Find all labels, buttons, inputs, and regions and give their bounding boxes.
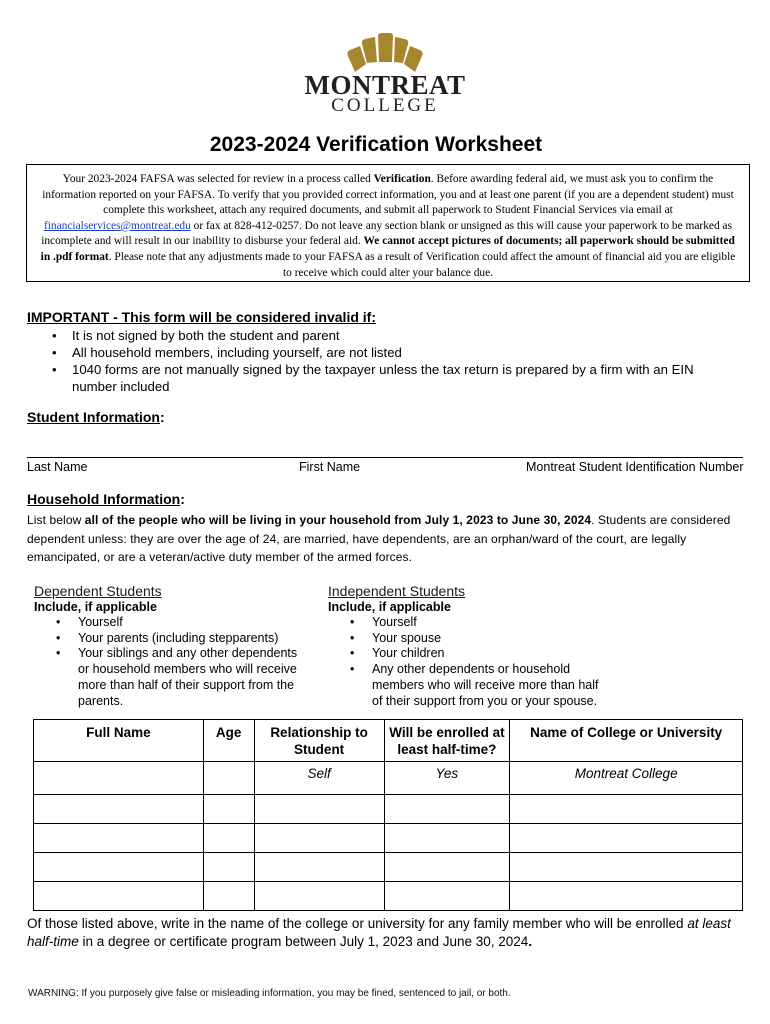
independent-list [328, 615, 606, 709]
list-item: • Your children [350, 646, 606, 662]
intro-bold-verification: Verification [373, 173, 431, 185]
cell-half-time[interactable]: Yes [384, 762, 510, 795]
student-name-line[interactable] [27, 457, 743, 458]
important-list [52, 327, 732, 395]
table-cell[interactable] [203, 824, 254, 853]
student-id-label: Montreat Student Identification Number [526, 460, 744, 474]
dependent-include-label: Include, if applicable [34, 600, 157, 614]
table-cell[interactable] [34, 824, 204, 853]
table-row [34, 824, 743, 853]
cell-college[interactable]: Montreat College [510, 762, 743, 795]
table-cell[interactable] [384, 795, 510, 824]
independent-include-label: Include, if applicable [328, 600, 451, 614]
list-item: • Your spouse [350, 631, 606, 647]
table-cell[interactable] [254, 795, 384, 824]
list-item: • Your parents (including stepparents) [56, 631, 304, 647]
table-row [34, 853, 743, 882]
household-heading [27, 491, 185, 507]
household-title: Household Information [27, 491, 181, 507]
table-cell[interactable] [254, 882, 384, 911]
college-note-a: Of those listed above, write in the name of the college or university for any family member who will be enrolled [27, 916, 688, 931]
important-heading: IMPORTANT - This form will be considered invalid if: [27, 309, 376, 325]
household-desc-a: List below [27, 513, 85, 527]
table-cell[interactable] [510, 795, 743, 824]
table-cell[interactable] [34, 853, 204, 882]
table-cell[interactable] [34, 795, 204, 824]
table-cell[interactable] [203, 853, 254, 882]
college-note-italic: at least half-time [27, 916, 731, 949]
logo-line-montreat: MONTREAT [304, 70, 466, 100]
list-item: • Yourself [350, 615, 606, 631]
list-item: • All household members, including yourself, are not listed [52, 344, 732, 361]
intro-text-2: . Before awarding federal aid, we must ask you to confirm the information reported on your FAFSA. To verify that you provided correct information, you and at least one parent (if you are a dependent student) must complete this worksheet, attach any required documents, and submit all paperwork to Student Financial Services via email at [42, 173, 734, 217]
table-cell[interactable] [510, 853, 743, 882]
table-header-row [34, 720, 743, 762]
college-note [27, 915, 747, 951]
table-cell[interactable] [384, 882, 510, 911]
intro-text-3: or fax at 828-412-0257. Do not leave any section blank or unsigned as this will cause your paperwork to be marked as incomplete and will result in our inability to disburse your federal aid. [41, 219, 733, 248]
student-info-colon: : [160, 409, 165, 425]
cell-relationship[interactable]: Self [254, 762, 384, 795]
table-cell[interactable] [34, 882, 204, 911]
college-note-b: in a degree or certificate program between July 1, 2023 and June 30, 2024 [78, 934, 529, 949]
table-cell[interactable] [510, 882, 743, 911]
table-cell[interactable] [203, 795, 254, 824]
student-info-heading [27, 409, 165, 425]
table-cell[interactable] [384, 853, 510, 882]
intro-bold-pdf: We cannot accept pictures of documents; all paperwork should be submitted in .pdf format [40, 235, 735, 263]
list-item: • Yourself [56, 615, 304, 631]
list-item: • It is not signed by both the student and parent [52, 327, 732, 344]
household-description [27, 511, 745, 567]
student-info-title: Student Information [27, 409, 160, 425]
independent-students-title: Independent Students [328, 583, 466, 599]
intro-box [26, 164, 750, 282]
list-item: • Your siblings and any other dependents or household members who will receive more than half of their support from the parents. [56, 646, 304, 709]
table-cell[interactable] [384, 824, 510, 853]
table-row [34, 882, 743, 911]
header-college: Name of College or University [510, 720, 743, 762]
table-cell[interactable] [254, 853, 384, 882]
table-cell[interactable] [510, 824, 743, 853]
household-table [33, 719, 743, 911]
first-name-label: First Name [299, 460, 361, 474]
header-half-time: Will be enrolled at least half-time? [384, 720, 510, 762]
list-item: • Any other dependents or household members who will receive more than half of their support from you or your spouse. [350, 662, 606, 709]
sunburst-icon [300, 32, 470, 74]
household-colon: : [180, 491, 185, 507]
header-full-name: Full Name [34, 720, 204, 762]
table-cell[interactable] [254, 824, 384, 853]
dependent-students-title: Dependent Students [34, 583, 162, 599]
intro-text-1: Your 2023-2024 FAFSA was selected for review in a process called [62, 173, 374, 185]
household-desc-bold: all of the people who will be living in your household from July 1, 2023 to June 30, 2024 [84, 513, 592, 527]
warning-text: WARNING: If you purposely give false or misleading information, you may be fined, sentenced to jail, or both. [28, 988, 511, 999]
table-cell[interactable] [203, 882, 254, 911]
college-note-period: . [528, 934, 533, 949]
household-desc-b: . Students are considered dependent unless: they are over the age of 24, are married, have dependents, are an orphan/ward of the court, are legally emancipated, or are a veteran/active duty member of the armed forces. [27, 513, 731, 564]
logo-line-college: COLLEGE [331, 95, 439, 116]
email-link[interactable]: financialservices@montreat.edu [43, 219, 191, 232]
list-item: • 1040 forms are not manually signed by the taxpayer unless the tax return is prepared by a firm with an EIN number included [52, 361, 732, 395]
header-relationship: Relationship to Student [254, 720, 384, 762]
dependent-list [34, 615, 304, 709]
cell-full-name[interactable] [34, 762, 204, 795]
table-row [34, 762, 743, 795]
intro-text-4: . Please note that any adjustments made to your FAFSA as a result of Verification could affect the amount of financial aid you are eligible to receive which could alter your balance due. [108, 250, 736, 279]
table-row [34, 795, 743, 824]
cell-age[interactable] [203, 762, 254, 795]
page-title: 2023-2024 Verification Worksheet [209, 133, 543, 156]
last-name-label: Last Name [27, 460, 88, 474]
header-age: Age [203, 720, 254, 762]
montreat-college-logo [300, 32, 470, 116]
